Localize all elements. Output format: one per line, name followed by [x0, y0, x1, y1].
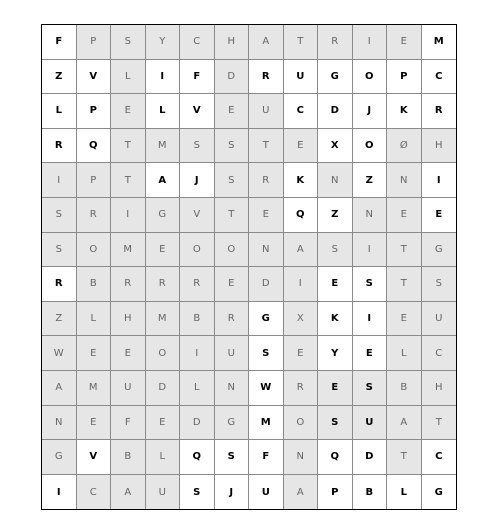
grid-cell[interactable]: I	[422, 163, 457, 198]
grid-cell[interactable]: M	[111, 233, 146, 268]
grid-cell[interactable]: B	[77, 267, 112, 302]
grid-cell[interactable]: O	[180, 233, 215, 268]
grid-cell[interactable]: L	[111, 60, 146, 95]
grid-cell[interactable]: G	[146, 198, 181, 233]
grid-cell[interactable]: R	[249, 163, 284, 198]
grid-cell[interactable]: I	[180, 336, 215, 371]
grid-cell[interactable]: E	[111, 94, 146, 129]
grid-cell[interactable]: M	[146, 129, 181, 164]
grid-cell[interactable]: C	[180, 25, 215, 60]
grid-cell[interactable]: S	[111, 25, 146, 60]
grid-cell[interactable]: E	[77, 406, 112, 441]
grid-cell[interactable]: T	[387, 267, 422, 302]
grid-cell[interactable]: Y	[318, 336, 353, 371]
grid-cell[interactable]: S	[42, 233, 77, 268]
grid-cell[interactable]: C	[422, 336, 457, 371]
grid-cell[interactable]: T	[111, 163, 146, 198]
grid-cell[interactable]: N	[249, 233, 284, 268]
grid-cell[interactable]: F	[42, 25, 77, 60]
grid-cell[interactable]: R	[42, 129, 77, 164]
grid-cell[interactable]: Z	[353, 163, 388, 198]
grid-cell[interactable]: R	[180, 267, 215, 302]
grid-cell[interactable]: G	[422, 475, 457, 510]
grid-cell[interactable]: O	[146, 336, 181, 371]
grid-cell[interactable]: E	[353, 336, 388, 371]
grid-cell[interactable]: E	[284, 336, 319, 371]
grid-cell[interactable]: S	[215, 440, 250, 475]
grid-cell[interactable]: I	[353, 233, 388, 268]
grid-cell[interactable]: E	[387, 302, 422, 337]
grid-cell[interactable]: E	[77, 336, 112, 371]
grid-cell[interactable]: E	[215, 94, 250, 129]
grid-cell[interactable]: R	[249, 60, 284, 95]
grid-cell[interactable]: I	[42, 163, 77, 198]
grid-cell[interactable]: R	[111, 267, 146, 302]
grid-cell[interactable]: I	[42, 475, 77, 510]
grid-cell[interactable]: S	[318, 406, 353, 441]
grid-cell[interactable]: X	[318, 129, 353, 164]
grid-cell[interactable]: Q	[318, 440, 353, 475]
grid-cell[interactable]: E	[387, 198, 422, 233]
grid-cell[interactable]: T	[387, 440, 422, 475]
grid-cell[interactable]: D	[215, 60, 250, 95]
grid-cell[interactable]: E	[422, 198, 457, 233]
grid-cell[interactable]: G	[42, 440, 77, 475]
grid-cell[interactable]: E	[146, 233, 181, 268]
grid-cell[interactable]: O	[353, 129, 388, 164]
grid-cell[interactable]: A	[146, 163, 181, 198]
grid-cell[interactable]: F	[111, 406, 146, 441]
grid-cell[interactable]: S	[249, 336, 284, 371]
grid-cell[interactable]: C	[422, 440, 457, 475]
grid-cell[interactable]: D	[180, 406, 215, 441]
grid-cell[interactable]: H	[422, 371, 457, 406]
grid-cell[interactable]: P	[77, 94, 112, 129]
grid-cell[interactable]: U	[146, 475, 181, 510]
grid-cell[interactable]: S	[42, 198, 77, 233]
grid-cell[interactable]: D	[249, 267, 284, 302]
grid-cell[interactable]: D	[353, 440, 388, 475]
grid-cell[interactable]: S	[422, 267, 457, 302]
grid-cell[interactable]: F	[180, 60, 215, 95]
grid-cell[interactable]: O	[284, 406, 319, 441]
grid-cell[interactable]: P	[77, 163, 112, 198]
grid-cell[interactable]: T	[422, 406, 457, 441]
grid-cell[interactable]: S	[215, 129, 250, 164]
grid-cell[interactable]: I	[353, 25, 388, 60]
grid-cell[interactable]: B	[111, 440, 146, 475]
grid-cell[interactable]: V	[180, 198, 215, 233]
grid-cell[interactable]: U	[215, 336, 250, 371]
grid-cell[interactable]: S	[318, 233, 353, 268]
grid-cell[interactable]: N	[215, 371, 250, 406]
grid-cell[interactable]: J	[180, 163, 215, 198]
grid-cell[interactable]: W	[249, 371, 284, 406]
grid-cell[interactable]: N	[284, 440, 319, 475]
grid-cell[interactable]: L	[146, 94, 181, 129]
grid-cell[interactable]: I	[111, 198, 146, 233]
grid-cell[interactable]: C	[284, 94, 319, 129]
grid-cell[interactable]: G	[215, 406, 250, 441]
grid-cell[interactable]: F	[249, 440, 284, 475]
grid-cell[interactable]: H	[111, 302, 146, 337]
grid-cell[interactable]: N	[353, 198, 388, 233]
grid-cell[interactable]: O	[77, 233, 112, 268]
grid-cell[interactable]: L	[42, 94, 77, 129]
grid-cell[interactable]: Q	[284, 198, 319, 233]
grid-cell[interactable]: K	[284, 163, 319, 198]
grid-cell[interactable]: A	[111, 475, 146, 510]
grid-cell[interactable]: E	[284, 129, 319, 164]
grid-cell[interactable]: B	[353, 475, 388, 510]
grid-cell[interactable]: R	[318, 25, 353, 60]
grid-cell[interactable]: S	[353, 267, 388, 302]
grid-cell[interactable]: R	[77, 198, 112, 233]
grid-cell[interactable]: O	[215, 233, 250, 268]
grid-cell[interactable]: B	[387, 371, 422, 406]
grid-cell[interactable]: Z	[42, 302, 77, 337]
grid-cell[interactable]: P	[318, 475, 353, 510]
grid-cell[interactable]: A	[249, 25, 284, 60]
grid-cell[interactable]: E	[387, 25, 422, 60]
grid-cell[interactable]: U	[284, 60, 319, 95]
grid-cell[interactable]: R	[284, 371, 319, 406]
grid-cell[interactable]: T	[249, 129, 284, 164]
grid-cell[interactable]: P	[77, 25, 112, 60]
grid-cell[interactable]: Q	[180, 440, 215, 475]
grid-cell[interactable]: Y	[146, 25, 181, 60]
grid-cell[interactable]: N	[387, 163, 422, 198]
grid-cell[interactable]: N	[42, 406, 77, 441]
grid-cell[interactable]: L	[146, 440, 181, 475]
grid-cell[interactable]: D	[146, 371, 181, 406]
grid-cell[interactable]: S	[215, 163, 250, 198]
grid-cell[interactable]: Q	[77, 129, 112, 164]
grid-cell[interactable]: L	[387, 336, 422, 371]
grid-cell[interactable]: V	[180, 94, 215, 129]
word-search-grid	[41, 24, 457, 510]
grid-cell[interactable]: M	[422, 25, 457, 60]
grid-cell[interactable]: G	[318, 60, 353, 95]
grid-cell[interactable]: R	[42, 267, 77, 302]
grid-cell[interactable]: V	[77, 60, 112, 95]
grid-cell[interactable]: M	[77, 371, 112, 406]
grid-cell[interactable]: E	[318, 371, 353, 406]
grid-cell[interactable]: T	[387, 233, 422, 268]
grid-cell[interactable]: S	[353, 371, 388, 406]
grid-cell[interactable]: A	[284, 233, 319, 268]
grid-cell[interactable]: T	[284, 25, 319, 60]
grid-cell[interactable]: A	[42, 371, 77, 406]
grid-cell[interactable]: X	[284, 302, 319, 337]
grid-cell[interactable]: Z	[318, 198, 353, 233]
grid-cell[interactable]: W	[42, 336, 77, 371]
grid-cell[interactable]: U	[111, 371, 146, 406]
grid-cell[interactable]: U	[422, 302, 457, 337]
grid-cell[interactable]: S	[180, 129, 215, 164]
grid-cell[interactable]: E	[111, 336, 146, 371]
grid-cell[interactable]: T	[215, 198, 250, 233]
grid-cell[interactable]: I	[146, 60, 181, 95]
grid-cell[interactable]: Z	[42, 60, 77, 95]
grid-cell[interactable]: U	[353, 406, 388, 441]
grid-cell[interactable]: R	[146, 267, 181, 302]
grid-cell[interactable]: E	[249, 198, 284, 233]
grid-cell[interactable]: H	[215, 25, 250, 60]
grid-cell[interactable]: C	[422, 60, 457, 95]
grid-cell[interactable]: J	[353, 94, 388, 129]
grid-cell[interactable]: I	[353, 302, 388, 337]
grid-cell[interactable]: U	[249, 475, 284, 510]
grid-cell[interactable]: S	[180, 475, 215, 510]
grid-cell[interactable]: E	[215, 267, 250, 302]
grid-cell[interactable]: B	[180, 302, 215, 337]
grid-cell[interactable]: J	[215, 475, 250, 510]
grid-cell[interactable]: P	[387, 60, 422, 95]
grid-cell[interactable]: A	[387, 406, 422, 441]
grid-cell[interactable]: G	[422, 233, 457, 268]
grid-cell[interactable]: E	[146, 406, 181, 441]
grid-cell[interactable]: U	[249, 94, 284, 129]
grid-cell[interactable]: R	[422, 94, 457, 129]
grid-cell[interactable]: O	[353, 60, 388, 95]
grid-cell[interactable]: T	[111, 129, 146, 164]
grid-cell[interactable]: M	[249, 406, 284, 441]
grid-cell[interactable]: L	[387, 475, 422, 510]
grid-cell[interactable]: E	[318, 267, 353, 302]
grid-cell[interactable]: D	[318, 94, 353, 129]
grid-cell[interactable]: K	[387, 94, 422, 129]
grid-cell[interactable]: R	[215, 302, 250, 337]
grid-cell[interactable]: H	[422, 129, 457, 164]
grid-cell[interactable]: L	[77, 302, 112, 337]
grid-cell[interactable]: I	[284, 267, 319, 302]
grid-cell[interactable]: A	[284, 475, 319, 510]
grid-cell[interactable]: C	[77, 475, 112, 510]
grid-cell[interactable]: V	[77, 440, 112, 475]
grid-cell[interactable]: K	[318, 302, 353, 337]
grid-cell[interactable]: Ø	[387, 129, 422, 164]
grid-cell[interactable]: G	[249, 302, 284, 337]
grid-cell[interactable]: M	[146, 302, 181, 337]
grid-cell[interactable]: L	[180, 371, 215, 406]
grid-cell[interactable]: N	[318, 163, 353, 198]
